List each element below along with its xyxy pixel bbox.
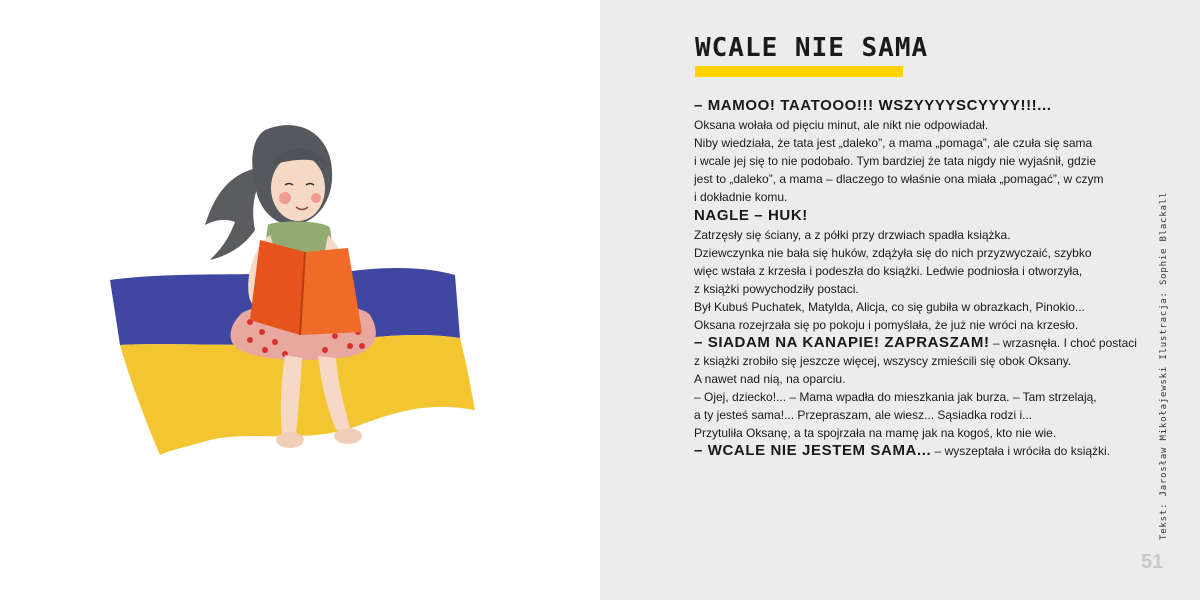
story-line: Oksana rozejrzała się po pokoju i pomyślała, że już nie wróci na krzesło. (694, 318, 1079, 332)
story-line: a ty jesteś sama!... Przepraszam, ale wiesz... Sąsiadka rodzi i... (694, 408, 1033, 422)
face (271, 155, 325, 221)
credits (1159, 191, 1173, 540)
story-line: i wcale jej się to nie podobało. Tym bardziej że tata nigdy nie wyjaśnił, gdzie (694, 154, 1096, 168)
story-heading: NAGLE – HUK! (694, 207, 808, 224)
story-line-mixed (694, 442, 1134, 460)
credits-text: Tekst: Jarosław Mikołajewski Ilustracja: Sophie Blackall (1159, 191, 1169, 540)
story-line: A nawet nad nią, na oparciu. (694, 372, 846, 386)
story-line: – Ojej, dziecko!... – Mama wpadła do mieszkania jak burza. – Tam strzelają, (694, 390, 1097, 404)
story-text (694, 96, 1137, 460)
story-heading: – MAMOO! TAATOOO!!! WSZYYYYSCYYYY!!!... (694, 97, 1052, 114)
story-line: i dokładnie komu. (694, 190, 788, 204)
story-line: z książki zrobiło się jeszcze więcej, wszyscy zmieścili się obok Oksany. (694, 354, 1072, 368)
story-line: Dziewczynka nie bała się huków, zdążyła się do nich przyzwyczaić, szybko (694, 246, 1092, 260)
story-inline-heading: – WCALE NIE JESTEM SAMA... (694, 442, 932, 459)
story-line: Niby wiedziała, że tata jest „daleko”, a mama „pomaga”, ale czuła się sama (694, 136, 1093, 150)
story-inline-heading: – SIADAM NA KANAPIE! ZAPRASZAM! (694, 334, 990, 351)
right-page (600, 0, 1200, 600)
story-line: Zatrzęsły się ściany, a z półki przy drzwiach spadła książka. (694, 228, 1011, 242)
page-number: 51 (1141, 551, 1164, 573)
story-line: Oksana wołała od pięciu minut, ale nikt nie odpowiadał. (694, 118, 989, 132)
story-inline-text: – wyszeptała i wróciła do książki. (931, 444, 1111, 458)
story-title: WCALE NIE SAMA (695, 33, 929, 63)
story-line: z książki powychodziły postaci. (694, 282, 859, 296)
illustration-girl-reading (100, 110, 490, 480)
story-line: jest to „daleko”, a mama – dlaczego to właśnie ona miała „pomagać”, w czym (694, 172, 1104, 186)
story-line: Przytuliła Oksanę, a ta spojrzała na mamę jak na kogoś, kto nie wie. (694, 426, 1057, 440)
story-line-mixed (694, 334, 1137, 352)
story-inline-text: – wrzasnęła. I choć postaci (989, 336, 1137, 350)
story-line: Był Kubuś Puchatek, Matylda, Alicja, co się gubiła w obrazkach, Pinokio... (694, 300, 1085, 314)
story-line: więc wstała z krzesła i podeszła do książki. Ledwie podniosła i otworzyła, (694, 264, 1083, 278)
title-underline (695, 66, 903, 77)
book (250, 240, 362, 335)
